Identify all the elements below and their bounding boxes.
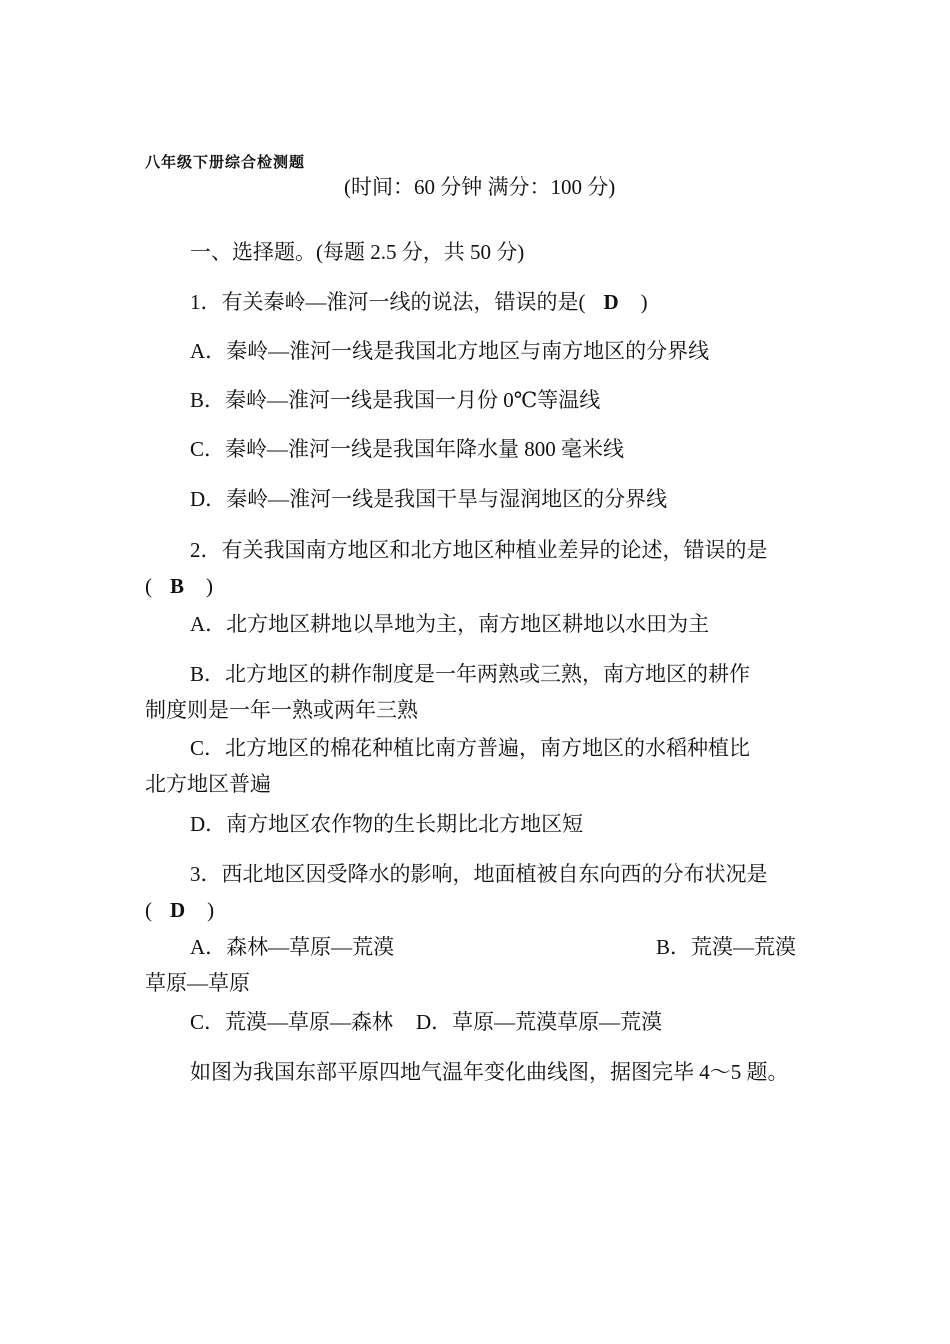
- question-3-option-b-cont: 草原—草原: [145, 971, 250, 995]
- paren-close: ): [206, 574, 214, 598]
- question-1-stem: [190, 288, 648, 316]
- question-2-option-d: D．南方地区农作物的生长期比北方地区短: [190, 812, 584, 836]
- paren-open: (: [145, 574, 152, 598]
- question-2-stem: 2．有关我国南方地区和北方地区种植业差异的论述，错误的是: [190, 538, 768, 562]
- question-text: 1．有关秦岭—淮河一线的说法，错误的是(: [190, 290, 586, 314]
- question-1-option-b: B．秦岭—淮河一线是我国一月份 0℃等温线: [190, 388, 601, 412]
- question-1-option-d: D．秦岭—淮河一线是我国干旱与湿润地区的分界线: [190, 487, 668, 511]
- question-3-answer: [145, 896, 214, 924]
- question-2-option-b-cont: 制度则是一年一熟或两年三熟: [145, 698, 418, 722]
- answer-mark: B: [170, 574, 185, 598]
- paren-open: (: [145, 898, 152, 922]
- question-2-option-a: A．北方地区耕地以旱地为主，南方地区耕地以水田为主: [190, 612, 710, 636]
- question-1-option-a: A．秦岭—淮河一线是我国北方地区与南方地区的分界线: [190, 339, 710, 363]
- question-2-answer: [145, 572, 213, 600]
- question-3-stem: 3．西北地区因受降水的影响，地面植被自东向西的分布状况是: [190, 862, 768, 886]
- question-3-option-a: A．森林—草原—荒漠: [190, 935, 395, 959]
- question-1-option-c: C．秦岭—淮河一线是我国年降水量 800 毫米线: [190, 437, 625, 461]
- question-3-option-b: B．荒漠—荒漠: [656, 935, 797, 959]
- intro-questions-4-5: 如图为我国东部平原四地气温年变化曲线图，据图完毕 4～5 题。: [190, 1060, 789, 1084]
- document-title: 八年级下册综合检测题: [145, 153, 306, 171]
- paren-close: ): [207, 898, 215, 922]
- question-3-option-c: C．荒漠—草原—森林: [190, 1010, 394, 1034]
- question-2-option-c-cont: 北方地区普遍: [145, 772, 271, 796]
- question-2-option-b: B．北方地区的耕作制度是一年两熟或三熟，南方地区的耕作: [190, 662, 751, 686]
- document-subtitle: (时间：60 分钟 满分：100 分): [344, 175, 616, 199]
- section-heading: 一、选择题。(每题 2.5 分，共 50 分): [190, 240, 525, 264]
- question-3-option-d: D．草原—荒漠草原—荒漠: [416, 1010, 663, 1034]
- paren-close: ): [640, 290, 648, 314]
- answer-mark: D: [603, 290, 619, 314]
- question-2-option-c: C．北方地区的棉花种植比南方普遍，南方地区的水稻种植比: [190, 736, 751, 760]
- answer-mark: D: [170, 898, 186, 922]
